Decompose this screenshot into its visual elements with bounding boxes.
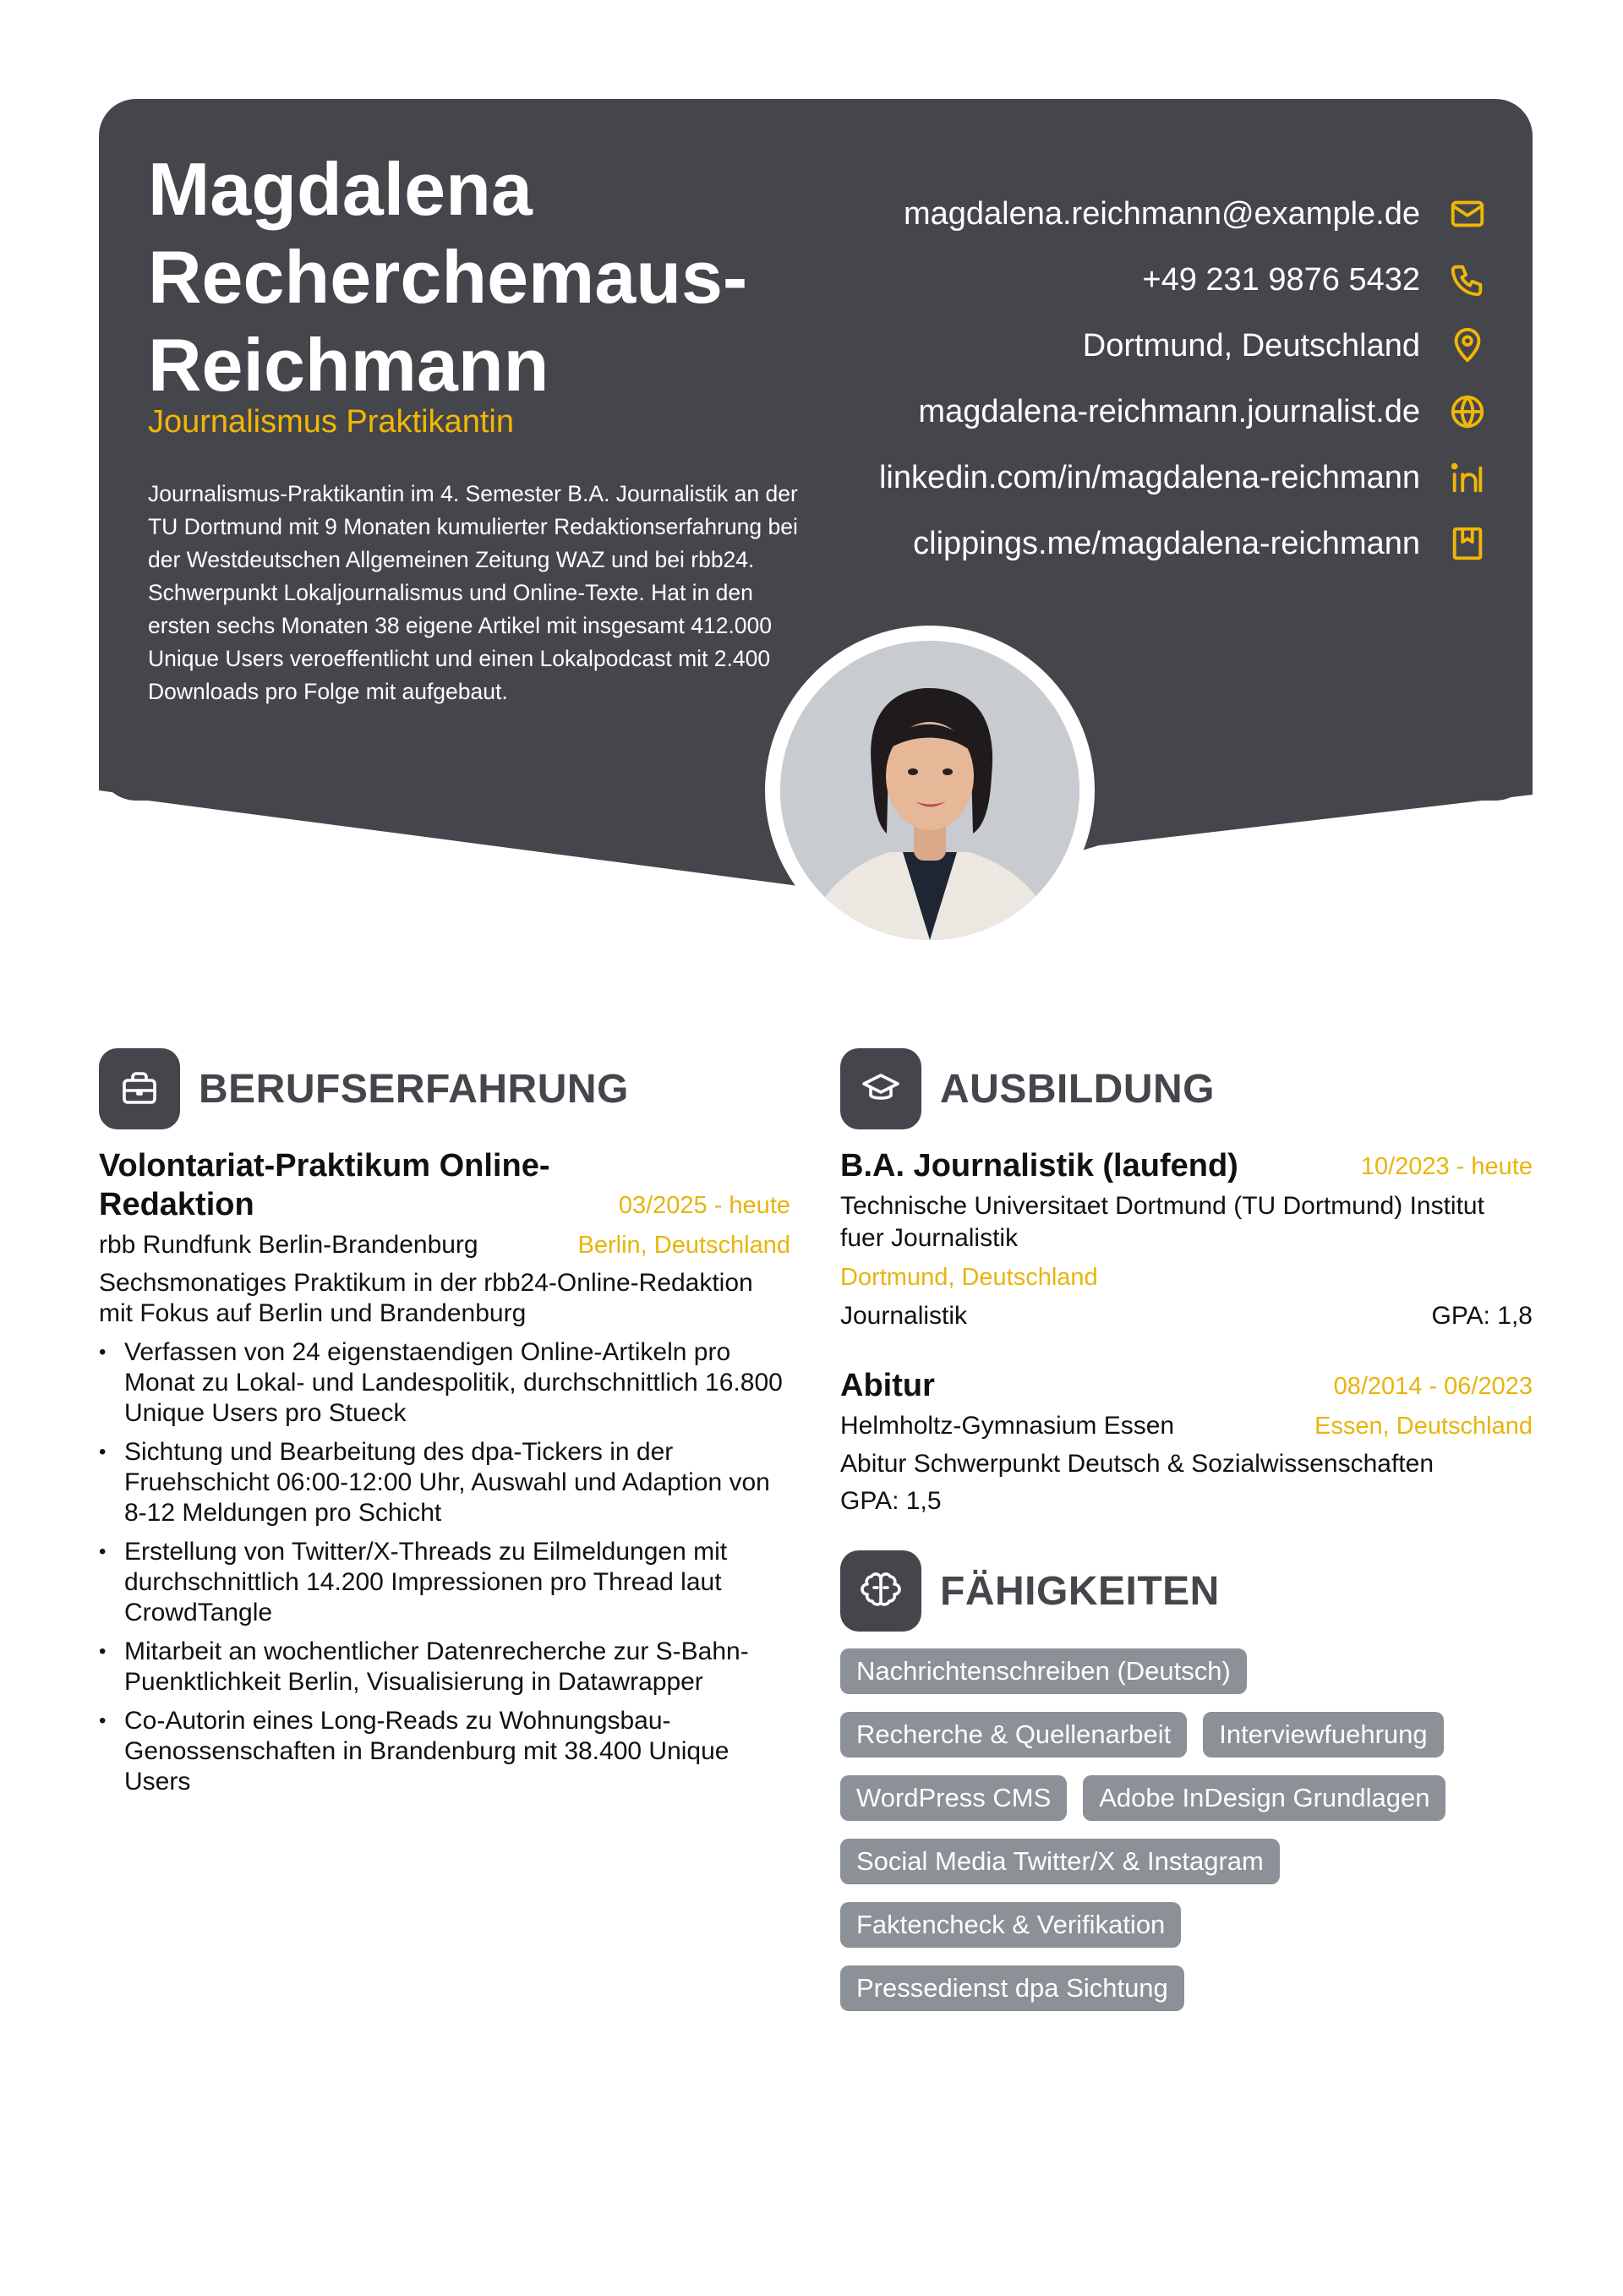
job-title: Journalismus Praktikantin	[148, 404, 514, 440]
skill-tag: Faktencheck & Verifikation	[840, 1902, 1181, 1948]
contact-location-text: Dortmund, Deutschland	[1082, 327, 1420, 364]
education-institution: Technische Universitaet Dortmund (TU Dortmund) Institut fuer Journalistik	[840, 1192, 1484, 1252]
brain-icon	[840, 1550, 921, 1632]
education-institution: Helmholtz-Gymnasium Essen	[840, 1412, 1175, 1440]
experience-title-line-1: Volontariat-Praktikum Online-	[99, 1148, 550, 1184]
education-gpa: GPA: 1,5	[840, 1487, 942, 1515]
experience-entry-org: rbb Rundfunk Berlin-Brandenburg	[99, 1231, 478, 1259]
name-line-3: Reichmann	[148, 323, 549, 407]
skill-tag: Social Media Twitter/X & Instagram	[840, 1839, 1280, 1884]
education-field: Abitur Schwerpunkt Deutsch & Sozialwissenschaften	[840, 1450, 1434, 1478]
contact-email-text[interactable]: magdalena.reichmann@example.de	[903, 195, 1420, 232]
experience-bullet: • Co-Autorin eines Long-Reads zu Wohnungsbau-Genossenschaften in Brandenburg mit 38.400 Unique Users	[99, 1706, 790, 1797]
education-entry-header	[840, 1146, 1533, 1185]
contact-portfolio[interactable]	[676, 511, 1488, 577]
contact-linkedin[interactable]	[676, 445, 1488, 511]
experience-entry-description: Sechsmonatiges Praktikum in der rbb24-Online-Redaktion mit Fokus auf Berlin und Brandenburg	[99, 1269, 753, 1327]
experience-bullet: • Verfassen von 24 eigenstaendigen Online-Artikeln pro Monat zu Lokal- und Landespolitik, durchschnittlich 16.800 Unique Users pro Stueck	[99, 1337, 790, 1429]
experience-bullet-list	[99, 1337, 790, 1797]
skill-tag: Interviewfuehrung	[1203, 1712, 1443, 1758]
education-title: AUSBILDUNG	[940, 1066, 1215, 1112]
experience-entry-date: 03/2025 - heute	[618, 1192, 790, 1219]
education-institution-row	[840, 1410, 1533, 1442]
phone-icon	[1447, 260, 1488, 300]
education-field: Journalistik	[840, 1302, 968, 1330]
education-field-row	[840, 1300, 1533, 1332]
education-location: Essen, Deutschland	[1314, 1413, 1533, 1440]
graduation-cap-icon	[840, 1048, 921, 1129]
profile-summary: Journalismus-Praktikantin im 4. Semester B.A. Journalistik an der TU Dortmund mit 9 Monaten kumulierter Redaktionserfahrung bei der Westdeutschen Allgemeinen Zeitung WAZ und bei rbb24. Schwerpunkt Lokaljournalismus und Online-Texte. Hat in den ersten sechs Monaten 38 eigene Artikel mit insgesamt 412.000 Unique Users veroeffentlicht und einen Lokalpodcast mit 2.400 Downloads pro Folge mit aufgebaut.	[148, 481, 798, 704]
education-date: 10/2023 - heute	[1360, 1153, 1533, 1180]
contact-linkedin-text[interactable]: linkedin.com/in/magdalena-reichmann	[878, 459, 1420, 495]
mail-icon	[1447, 194, 1488, 234]
contact-website[interactable]	[676, 379, 1488, 445]
skills-heading	[840, 1550, 1533, 1632]
skill-tag: Nachrichtenschreiben (Deutsch)	[840, 1648, 1247, 1694]
experience-entry-org-row	[99, 1229, 790, 1261]
experience-entry-header	[99, 1146, 790, 1224]
education-degree: Abitur	[840, 1368, 935, 1403]
experience-heading	[99, 1048, 790, 1129]
skill-tag: Adobe InDesign Grundlagen	[1083, 1775, 1445, 1821]
contact-phone[interactable]	[676, 247, 1488, 313]
education-degree: B.A. Journalistik (laufend)	[840, 1148, 1238, 1184]
profile-photo	[780, 641, 1079, 940]
skill-tag: Recherche & Quellenarbeit	[840, 1712, 1187, 1758]
education-gpa: GPA: 1,8	[1431, 1302, 1533, 1330]
skills-list	[840, 1648, 1483, 2029]
name-line-1: Magdalena	[148, 147, 533, 231]
contact-email[interactable]	[676, 181, 1488, 247]
contact-portfolio-text[interactable]: clippings.me/magdalena-reichmann	[913, 525, 1420, 561]
bookmark-icon	[1447, 523, 1488, 564]
experience-entry	[99, 1146, 790, 1797]
contact-location	[676, 313, 1488, 379]
experience-bullet: • Mitarbeit an wochentlicher Datenrecherche zur S-Bahn-Puenktlichkeit Berlin, Visualisierung in Datawrapper	[99, 1637, 790, 1697]
experience-entry-title	[99, 1146, 549, 1224]
globe-icon	[1447, 391, 1488, 432]
linkedin-icon	[1447, 457, 1488, 498]
right-column	[840, 1048, 1533, 2029]
education-date: 08/2014 - 06/2023	[1333, 1373, 1533, 1400]
briefcase-icon	[99, 1048, 180, 1129]
education-entry	[840, 1146, 1533, 1332]
portrait-illustration	[780, 641, 1079, 940]
contact-list	[676, 181, 1488, 577]
experience-bullet: • Sichtung und Bearbeitung des dpa-Tickers in der Fruehschicht 06:00-12:00 Uhr, Auswahl und Adaption von 8-12 Meldungen pro Schicht	[99, 1437, 790, 1528]
education-entry	[840, 1366, 1533, 1517]
skills-title: FÄHIGKEITEN	[940, 1568, 1220, 1614]
name-line-2: Recherchemaus-	[148, 235, 748, 319]
skill-tag: Pressedienst dpa Sichtung	[840, 1965, 1184, 2011]
experience-title: BERUFSERFAHRUNG	[199, 1066, 629, 1112]
education-heading	[840, 1048, 1533, 1129]
contact-website-text[interactable]: magdalena-reichmann.journalist.de	[918, 393, 1420, 429]
experience-section	[99, 1048, 790, 1806]
location-pin-icon	[1447, 325, 1488, 366]
education-entry-header	[840, 1366, 1533, 1405]
experience-title-line-2: Redaktion	[99, 1187, 254, 1222]
education-location: Dortmund, Deutschland	[840, 1264, 1098, 1291]
skill-tag: WordPress CMS	[840, 1775, 1067, 1821]
experience-bullet: • Erstellung von Twitter/X-Threads zu Eilmeldungen mit durchschnittlich 14.200 Impressionen pro Thread laut CrowdTangle	[99, 1537, 790, 1628]
experience-entry-location: Berlin, Deutschland	[577, 1232, 790, 1259]
contact-phone-text[interactable]: +49 231 9876 5432	[1142, 261, 1420, 298]
